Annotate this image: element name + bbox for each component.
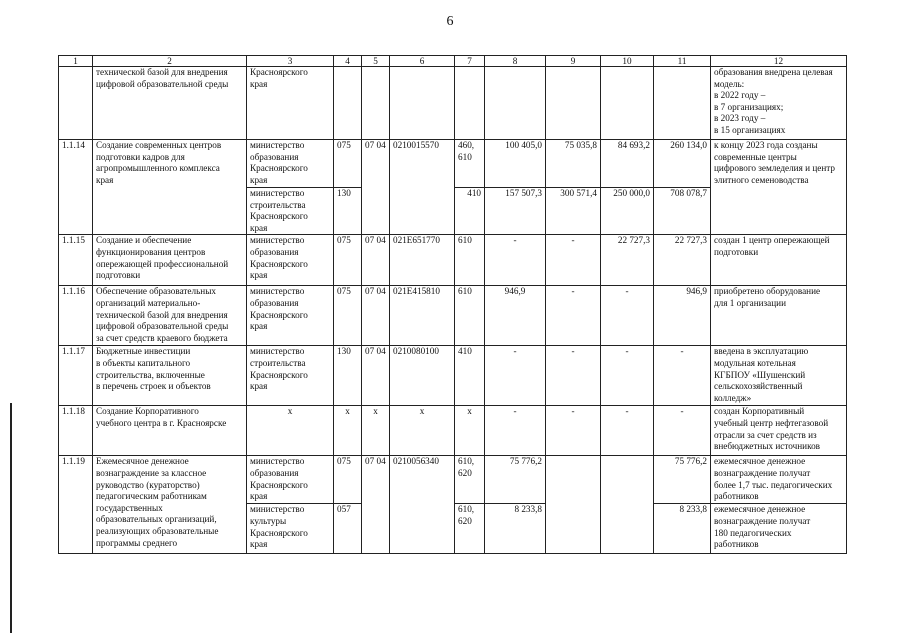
cell-description: Ежемесячное денежное вознаграждение за классное руководство (кураторство) педагогическим работникам государственных образовательных организаций, реализующих образовательные программы среднего — [93, 456, 247, 554]
cell-empty — [455, 67, 485, 140]
cell-grbs: 130 — [334, 346, 362, 406]
cell-amount: - — [601, 406, 654, 456]
cell-result: создан Корпоративный учебный центр нефтегазовой отрасли за счет средств из внебюджетных источников — [711, 406, 847, 456]
cell-agency: министерство образования Красноярского края — [247, 235, 334, 286]
cell-code: 021E415810 — [390, 286, 455, 346]
cell-total: - — [654, 406, 711, 456]
header-cell: 3 — [247, 56, 334, 67]
cell-description: технической базой для внедрения цифровой образовательной среды — [93, 67, 247, 140]
cell-amount: - — [601, 346, 654, 406]
cell-empty — [546, 456, 601, 554]
cell-grbs: 130 — [334, 188, 362, 235]
table-row — [59, 456, 847, 504]
cell-number: 1.1.18 — [59, 406, 93, 456]
cell-amount: 946,9 — [485, 286, 546, 346]
cell-number: 1.1.14 — [59, 140, 93, 235]
header-cell: 6 — [390, 56, 455, 67]
budget-table — [58, 55, 847, 554]
cell-result: к концу 2023 года созданы современные центры цифрового земледелия и центр элитного семеноводства — [711, 140, 847, 235]
cell-number: 1.1.15 — [59, 235, 93, 286]
cell-empty — [654, 67, 711, 140]
cell-section: 07 04 — [362, 456, 390, 554]
cell-result: образования внедрена целевая модель: в 2022 году – в 7 организациях; в 2023 году – в 15 организациях — [711, 67, 847, 140]
cell-agency: министерство образования Красноярского края — [247, 456, 334, 504]
cell-code: 0210080100 — [390, 346, 455, 406]
header-cell: 10 — [601, 56, 654, 67]
cell-type: 410 — [455, 346, 485, 406]
cell-amount: 300 571,4 — [546, 188, 601, 235]
cell-code: 021E651770 — [390, 235, 455, 286]
cell-amount: 84 693,2 — [601, 140, 654, 188]
cell-type: 610 — [455, 286, 485, 346]
cell-empty — [362, 67, 390, 140]
cell-section: х — [362, 406, 390, 456]
header-cell: 7 — [455, 56, 485, 67]
cell-total: 75 776,2 — [654, 456, 711, 504]
cell-type: 610, 620 — [455, 456, 485, 504]
cell-amount: 75 776,2 — [485, 456, 546, 504]
header-cell: 9 — [546, 56, 601, 67]
cell-section: 07 04 — [362, 235, 390, 286]
cell-code: 0210015570 — [390, 140, 455, 235]
cell-number: 1.1.19 — [59, 456, 93, 554]
table-row — [59, 406, 847, 456]
cell-description: Бюджетные инвестиции в объекты капитального строительства, включенные в перечень строек и объектов — [93, 346, 247, 406]
cell-code: х — [390, 406, 455, 456]
cell-description: Создание Корпоративного учебного центра в г. Красноярске — [93, 406, 247, 456]
header-cell: 5 — [362, 56, 390, 67]
cell-amount: - — [485, 235, 546, 286]
cell-total: 22 727,3 — [654, 235, 711, 286]
table-row — [59, 235, 847, 286]
cell-empty — [390, 67, 455, 140]
cell-code: 0210056340 — [390, 456, 455, 554]
cell-agency: х — [247, 406, 334, 456]
header-row — [59, 56, 847, 67]
cell-agency: министерство строительства Красноярского края — [247, 346, 334, 406]
cell-section: 07 04 — [362, 286, 390, 346]
cell-result: ежемесячное денежное вознаграждение получат 180 педагогических работников — [711, 504, 847, 554]
cell-empty — [546, 67, 601, 140]
cell-amount: 8 233,8 — [485, 504, 546, 554]
header-cell: 12 — [711, 56, 847, 67]
cell-amount: - — [546, 235, 601, 286]
cell-grbs: 075 — [334, 140, 362, 188]
cell-agency: министерство образования Красноярского края — [247, 286, 334, 346]
cell-description: Создание и обеспечение функционирования центров опережающей профессиональной подготовки — [93, 235, 247, 286]
cell-amount: - — [485, 406, 546, 456]
cell-grbs: 075 — [334, 456, 362, 504]
header-cell: 4 — [334, 56, 362, 67]
cell-total: 260 134,0 — [654, 140, 711, 188]
table-row — [59, 346, 847, 406]
cell-empty — [601, 67, 654, 140]
cell-type: 410 — [455, 188, 485, 235]
cell-amount: 22 727,3 — [601, 235, 654, 286]
cell-type: 610, 620 — [455, 504, 485, 554]
cell-type: х — [455, 406, 485, 456]
cell-empty — [334, 67, 362, 140]
cell-type: 610 — [455, 235, 485, 286]
cell-agency: министерство культуры Красноярского края — [247, 504, 334, 554]
cell-total: 708 078,7 — [654, 188, 711, 235]
cell-type: 460, 610 — [455, 140, 485, 188]
cell-agency: министерство образования Красноярского края — [247, 140, 334, 188]
cell-result: приобретено оборудование для 1 организации — [711, 286, 847, 346]
cell-empty — [485, 67, 546, 140]
cell-grbs: 075 — [334, 286, 362, 346]
cell-agency: министерство строительства Красноярского края — [247, 188, 334, 235]
cell-result: ежемесячное денежное вознаграждение получат более 1,7 тыс. педагогических работников — [711, 456, 847, 504]
cell-grbs: 075 — [334, 235, 362, 286]
cell-section: 07 04 — [362, 346, 390, 406]
cell-grbs: х — [334, 406, 362, 456]
cell-amount: - — [485, 346, 546, 406]
cell-total: 8 233,8 — [654, 504, 711, 554]
cell-agency: Красноярского края — [247, 67, 334, 140]
table-row — [59, 140, 847, 188]
header-cell: 11 — [654, 56, 711, 67]
cell-amount: 75 035,8 — [546, 140, 601, 188]
cell-description: Обеспечение образовательных организаций материально- технической базой для внедрения цифровой образовательной среды за счет средств краевого бюджета — [93, 286, 247, 346]
cell-result: создан 1 центр опережающей подготовки — [711, 235, 847, 286]
cell-amount: 250 000,0 — [601, 188, 654, 235]
table-row — [59, 67, 847, 140]
cell-result: введена в эксплуатацию модульная котельная КГБПОУ «Шушенский сельскохозяйственный колледж» — [711, 346, 847, 406]
cell-number: 1.1.16 — [59, 286, 93, 346]
cell-amount: 100 405,0 — [485, 140, 546, 188]
cell-amount: - — [546, 406, 601, 456]
margin-line — [10, 403, 12, 633]
header-cell: 8 — [485, 56, 546, 67]
cell-grbs: 057 — [334, 504, 362, 554]
cell-total: - — [654, 346, 711, 406]
cell-number: 1.1.17 — [59, 346, 93, 406]
cell-empty — [601, 456, 654, 554]
cell-number — [59, 67, 93, 140]
cell-description: Создание современных центров подготовки кадров для агропромышленного комплекса края — [93, 140, 247, 235]
cell-total: 946,9 — [654, 286, 711, 346]
cell-amount: - — [601, 286, 654, 346]
cell-section: 07 04 — [362, 140, 390, 235]
page-number: 6 — [446, 14, 454, 29]
cell-amount: - — [546, 286, 601, 346]
cell-amount: 157 507,3 — [485, 188, 546, 235]
header-cell: 1 — [59, 56, 93, 67]
cell-amount: - — [546, 346, 601, 406]
table-row — [59, 286, 847, 346]
header-cell: 2 — [93, 56, 247, 67]
